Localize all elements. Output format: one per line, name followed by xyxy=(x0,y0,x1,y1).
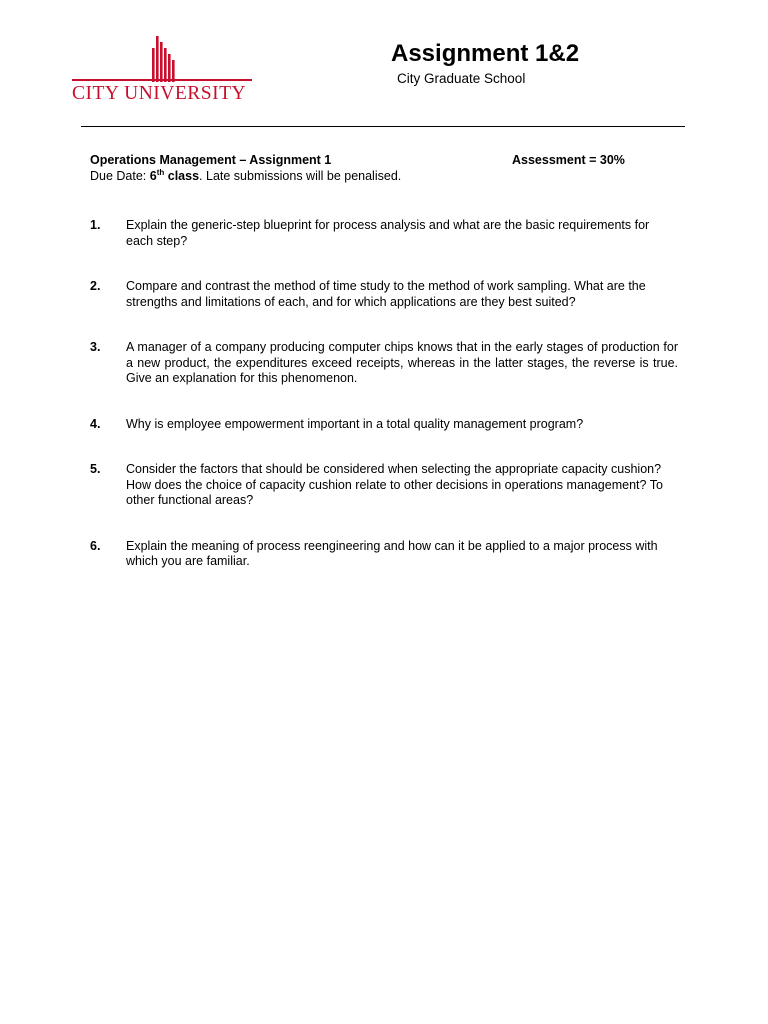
page-subtitle: City Graduate School xyxy=(397,71,526,86)
course-title: Operations Management – Assignment 1 xyxy=(90,153,332,167)
question-number: 5. xyxy=(90,462,101,476)
logo-wordmark: CITY UNIVERSITY xyxy=(72,83,247,104)
question-item xyxy=(90,218,680,249)
due-date-note: . Late submissions will be penalised. xyxy=(199,169,402,183)
question-item xyxy=(90,417,680,433)
header-divider xyxy=(81,126,685,127)
question-text: Consider the factors that should be considered when selecting the appropriate capacity cushion? How does the choice of capacity cushion relate to other decisions in operations management? To other functional areas? xyxy=(126,462,663,507)
question-item xyxy=(90,462,680,509)
due-date-ordinal: th xyxy=(156,168,165,177)
question-number: 4. xyxy=(90,416,101,431)
question-text: Why is employee empowerment important in a total quality management program? xyxy=(126,416,584,431)
question-text: Explain the generic-step blueprint for process analysis and what are the basic requirements for each step? xyxy=(126,218,650,248)
assessment-weight: Assessment = 30% xyxy=(512,153,625,167)
question-item xyxy=(90,340,680,387)
due-date-prefix: Due Date: xyxy=(90,169,150,183)
tower-logo-icon xyxy=(70,34,254,82)
question-number: 2. xyxy=(90,279,101,293)
question-text: Compare and contrast the method of time study to the method of work sampling. What are the strengths and limitations of each, and for which applications are they best suited? xyxy=(126,279,646,309)
due-date-line xyxy=(90,169,401,183)
due-date-number: 6 xyxy=(149,169,157,183)
page-title: Assignment 1&2 xyxy=(391,40,580,67)
question-number: 6. xyxy=(90,538,101,553)
question-text: Explain the meaning of process reengineering and how can it be applied to a major process with which you are familiar. xyxy=(126,538,658,568)
question-list xyxy=(90,218,680,570)
due-date-word: class xyxy=(164,169,200,183)
city-university-logo xyxy=(70,34,254,104)
question-number: 3. xyxy=(90,340,101,354)
question-item xyxy=(90,279,680,310)
question-item xyxy=(90,539,680,570)
question-number: 1. xyxy=(90,218,101,232)
question-text: A manager of a company producing computer chips knows that in the early stages of production for a new product, the expenditures exceed receipts, whereas in the latter stages, the reverse is true. Give an explanation for this phenomenon. xyxy=(126,340,678,385)
